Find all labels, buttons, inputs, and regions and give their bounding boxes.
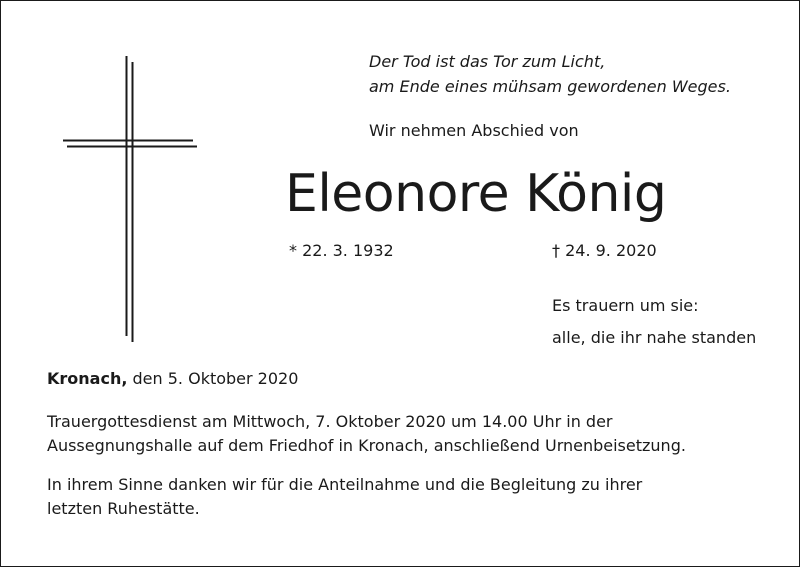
place-date [47, 368, 298, 390]
thanks-text [47, 473, 642, 521]
deceased-name: Eleonore König [285, 164, 667, 224]
death-date: † 24. 9. 2020 [552, 241, 657, 260]
mourners-line-2: alle, die ihr nahe standen [552, 328, 757, 347]
birth-date: * 22. 3. 1932 [289, 241, 394, 260]
service-line-2: Aussegnungshalle auf dem Friedhof in Kronach, anschließend Urnenbeisetzung. [47, 436, 686, 455]
mourners [552, 290, 756, 354]
farewell-text: Wir nehmen Abschied von [369, 121, 579, 140]
quote [369, 49, 731, 99]
date: den 5. Oktober 2020 [132, 369, 299, 388]
service-line-1: Trauergottesdienst am Mittwoch, 7. Oktober 2020 um 14.00 Uhr in der [47, 412, 613, 431]
cross-icon [63, 56, 197, 342]
quote-line-2: am Ende eines mühsam gewordenen Weges. [369, 77, 731, 96]
quote-line-1: Der Tod ist das Tor zum Licht, [369, 52, 606, 71]
thanks-line-1: In ihrem Sinne danken wir für die Anteilnahme und die Begleitung zu ihrer [47, 475, 643, 494]
service-info [47, 410, 686, 458]
place: Kronach, [47, 369, 128, 388]
mourners-line-1: Es trauern um sie: [552, 296, 699, 315]
thanks-line-2: letzten Ruhestätte. [47, 499, 200, 518]
